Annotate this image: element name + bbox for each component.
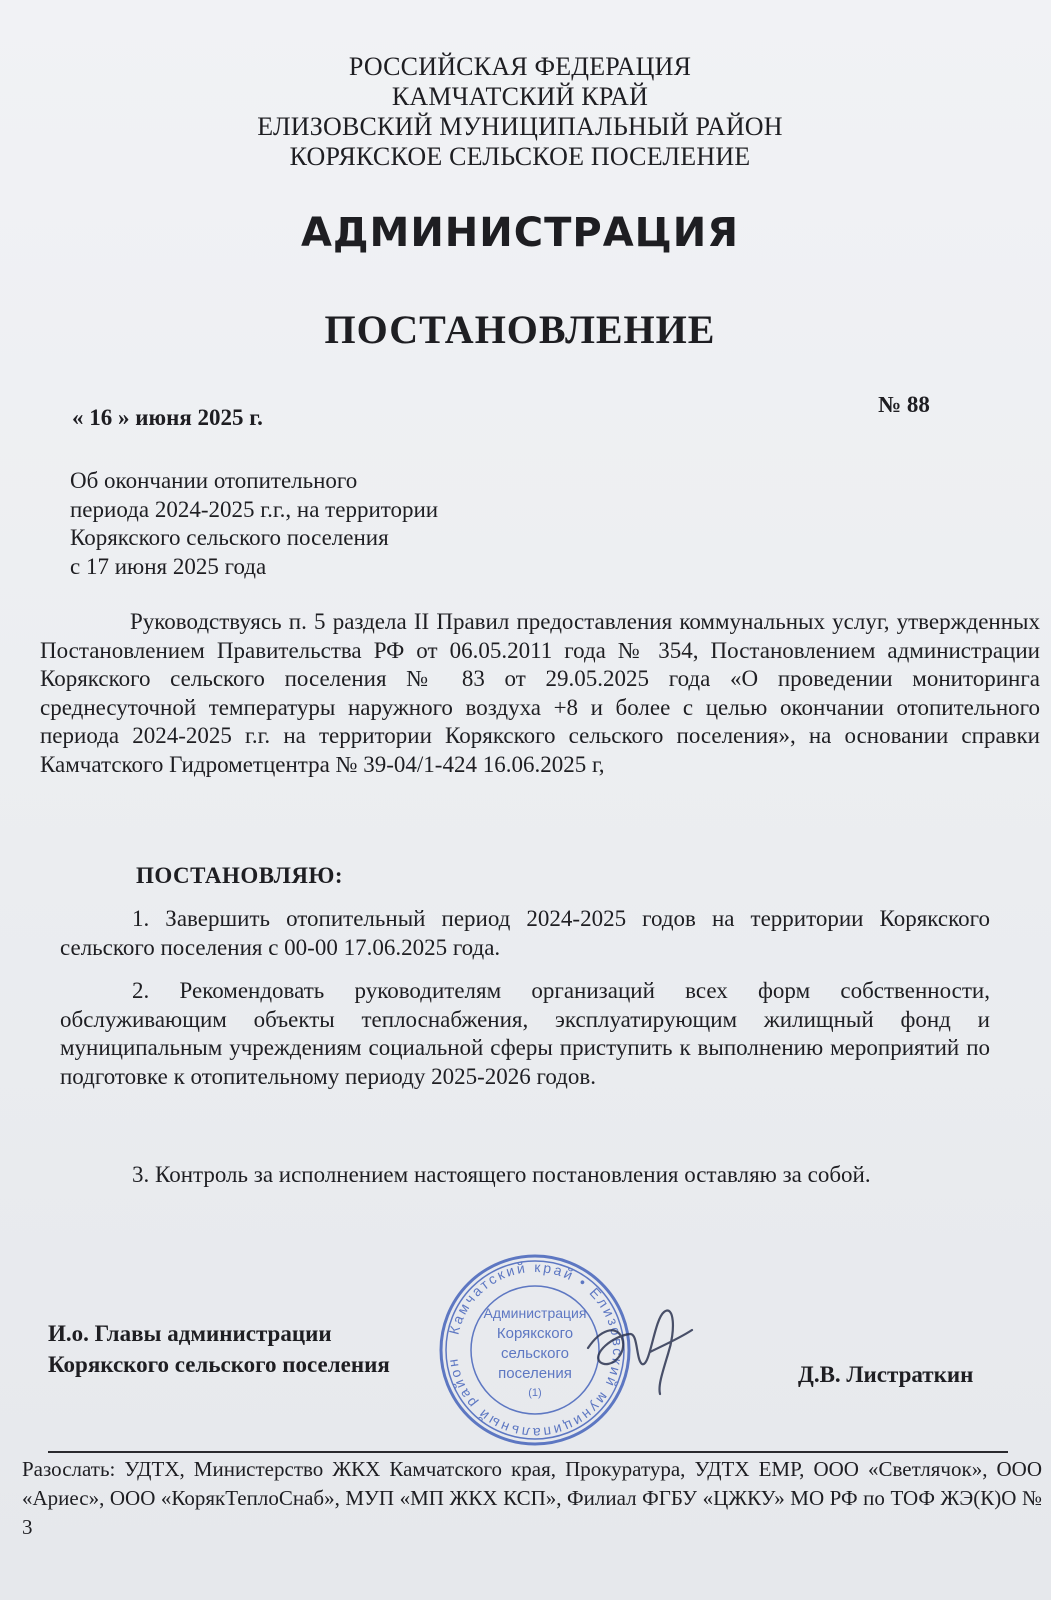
stamp-center-text: поселения — [498, 1365, 572, 1382]
signatory-title-line: И.о. Главы администрации — [48, 1321, 332, 1346]
signatory-title — [48, 1318, 390, 1380]
subject-line: Об окончании отопительного — [70, 468, 358, 493]
header-country: РОССИЙСКАЯ ФЕДЕРАЦИЯ — [348, 52, 692, 81]
header-settlement: КОРЯКСКОЕ СЕЛЬСКОЕ ПОСЕЛЕНИЕ — [289, 142, 751, 171]
decree-item-3: 3. Контроль за исполнением настоящего постановления оставляю за собой. — [132, 1162, 871, 1187]
decree-item-1: 1. Завершить отопительный период 2024-2025 годов на территории Корякского сельского поселения с 00-00 17.06.2025 года. — [60, 906, 990, 960]
stamp-center-text: (1) — [528, 1387, 542, 1399]
header-district: ЕЛИЗОВСКИЙ МУНИЦИПАЛЬНЫЙ РАЙОН — [257, 112, 783, 141]
distribution-list: Разослать: УДТХ, Министерство ЖКХ Камчатского края, Прокуратура, УДТХ ЕМР, ООО «Светлячок», ООО «Ариес», ООО «КорякТеплоСнаб», МУП «МП ЖКХ КСП», Филиал ФГБУ «ЦЖКУ» МО РФ по ТОФ ЖЭ(К)О № 3 — [22, 1457, 1042, 1539]
document-date: « 16 » июня 2025 г. — [72, 405, 263, 430]
document-subject — [70, 467, 438, 581]
organization-title: АДМИНИСТРАЦИЯ — [300, 210, 740, 256]
subject-line: с 17 июня 2025 года — [70, 553, 267, 579]
document-type-title: ПОСТАНОВЛЕНИЕ — [324, 307, 716, 352]
header-region: КАМЧАТСКИЙ КРАЙ — [391, 82, 649, 111]
subject-line: Корякского сельского поселения — [70, 525, 389, 550]
decide-heading: ПОСТАНОВЛЯЮ: — [136, 863, 344, 888]
stamp-center-text: Корякского — [496, 1325, 574, 1342]
subject-line: периода 2024-2025 г.г., на территории — [70, 496, 439, 522]
preamble-paragraph: Руководствуясь п. 5 раздела II Правил предоставления коммунальных услуг, утвержденных Постановлением Правительства РФ от 06.05.2011 года № 354, Постановлением администрации Корякского сельского поселения № 83 от 29.05.2025 года «О проведении мониторинга среднесуточной температуры наружного воздуха +8 и более с целью окончании отопительного периода 2024-2025 г.г. на территории Корякского сельского поселения», на основании справки Камчатского Гидрометцентра № 39-04/1-424 16.06.2025 г, — [40, 609, 1040, 777]
stamp-center-text: сельского — [501, 1345, 569, 1362]
document-number: № 88 — [878, 392, 930, 417]
stamp-center-text: Администрация — [483, 1305, 587, 1321]
decree-item-2: 2. Рекомендовать руководителям организаций всех форм собственности, обслуживающим объекты теплоснабжения, эксплуатирующим жилищный фонд и муниципальным учреждениям социальной сферы приступить к выполнению мероприятий по подготовке к отопительному периоду 2025-2026 годов. — [60, 978, 990, 1089]
signatory-title-line: Корякского сельского поселения — [48, 1352, 390, 1377]
signatory-name: Д.В. Листраткин — [798, 1362, 974, 1387]
divider-line — [48, 1451, 1008, 1453]
stamp-ring-text: Камчатский край • Елизовский муниципальный район — [444, 1258, 627, 1442]
handwritten-signature — [580, 1290, 700, 1410]
